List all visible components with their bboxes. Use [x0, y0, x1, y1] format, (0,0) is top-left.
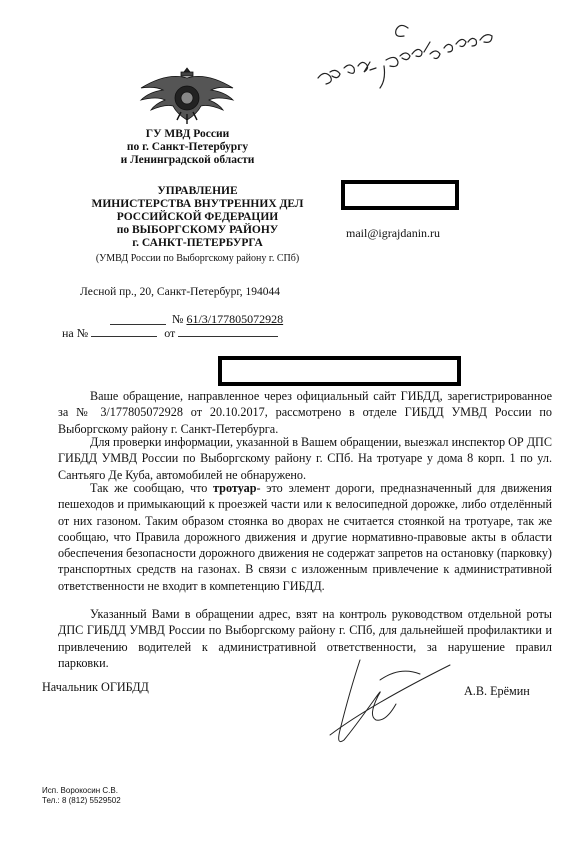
body-paragraph-4: Указанный Вами в обращении адрес, взят на контроль руководством отдельной роты ДПС ГИБДД УМВД России по Выборгскому району г. СПб, для дальнейшей профилактики и привлечению водителей к административной ответственности, за нарушение правил парковки.	[58, 607, 552, 670]
mvd-emblem	[137, 60, 237, 130]
org-line: РОССИЙСКОЙ ФЕДЕРАЦИИ	[116, 211, 279, 223]
reply-reference	[62, 326, 278, 341]
org-line: ГУ МВД России	[145, 128, 230, 140]
org-header-umvd	[60, 185, 335, 265]
number-prefix: №	[172, 312, 184, 326]
handwritten-resolution	[300, 10, 530, 100]
signatory-name: А.В. Ерёмин	[464, 684, 530, 698]
org-abbrev: (УМВД России по Выборгскому району г. СПб)	[95, 253, 300, 264]
org-line: по г. Санкт-Петербургу	[126, 141, 249, 153]
recipient-email: mail@igrajdanin.ru	[346, 226, 441, 240]
footer-phone: Тел.: 8 (812) 5529502	[42, 796, 121, 805]
body-paragraph-3	[58, 480, 552, 594]
org-line: г. САНКТ-ПЕТЕРБУРГА	[132, 237, 263, 249]
org-address: Лесной пр., 20, Санкт-Петербург, 194044	[80, 286, 281, 298]
recipient-name-redacted	[341, 180, 459, 210]
body-paragraph-1: Ваше обращение, направленное через официальный сайт ГИБДД, зарегистрированное за № 3/177805072928 от 20.10.2017, рассмотрено в отделе ГИБДД УМВД России по Выборгскому району г. Санкт-Петербурга.	[58, 389, 552, 436]
org-header-gu	[100, 128, 275, 167]
p3-term: тротуар	[213, 481, 257, 495]
recipient-address-redacted	[218, 356, 461, 386]
org-line: УПРАВЛЕНИЕ	[157, 185, 238, 197]
outgoing-number	[172, 312, 283, 327]
signatory-position: Начальник ОГИБДД	[42, 680, 149, 694]
body-paragraph-2: Для проверки информации, указанной в Вашем обращении, выезжал инспектор ОР ДПС ГИБДД УМВД России по Выборгскому району г. СПб. На тротуаре у дома 8 корп. 1 по ул. Сантьяго Де Куба, автомобилей не обнаружено.	[58, 435, 552, 482]
p3-start: Так же сообщаю, что	[90, 481, 214, 495]
footer-executor: Исп. Ворокосин С.В.	[42, 786, 118, 795]
outgoing-date-stamp	[110, 316, 166, 325]
reply-from: от	[164, 326, 176, 340]
p3-rest: - это элемент дороги, предназначенный для движения пешеходов и примыкающий к проезжей части или к велосипедной дорожке, либо отделённый от них газоном. Таким образом стоянка во дворах не считается стоянкой на тротуаре, так же сообщаю, что Правила дорожного движения и другие нормативно-правовые акты в области обеспечения безопасности дорожного движения не содержат запретов на остановку (парковку) транспортных средств на газонах. В связи с изложенным привлечение к административной ответственности не входит в компетенцию ГИБДД.	[58, 481, 552, 593]
org-line: МИНИСТЕРСТВА ВНУТРЕННИХ ДЕЛ	[91, 198, 304, 210]
number-value: 61/3/177805072928	[186, 312, 284, 326]
org-line: по ВЫБОРГСКОМУ РАЙОНУ	[116, 224, 279, 236]
org-line: и Ленинградской области	[120, 154, 255, 166]
reply-prefix: на №	[62, 326, 89, 340]
handwritten-signature	[320, 640, 470, 760]
